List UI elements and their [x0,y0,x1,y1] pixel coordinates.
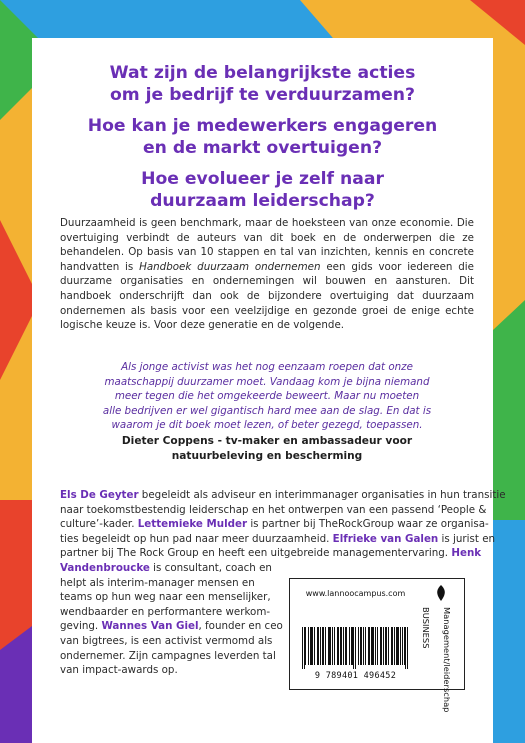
barcode-bar [398,627,399,665]
barcode-bar [385,627,386,665]
barcode-bar [302,627,303,669]
barcode-bar [304,627,305,669]
endorsement-quote [62,360,472,433]
bio-line: ondernemer. Zijn campagnes leverden tal [60,649,276,662]
quote-line: meer tegen die het omgekeerde beweert. Maar nu moeten [114,390,420,403]
quote-author-line: natuurbeleving en bescherming [171,450,363,462]
barcode-box [289,578,422,690]
author-name: Elfrieke van Galen [332,532,439,545]
publisher-website: www.lannoocampus.com [305,589,406,598]
author-name: Henk [451,547,482,560]
bio-line [60,561,474,576]
bio-text: begeleidt als adviseur en interimmanager organisaties in hun transitie [138,489,506,501]
barcode-bar [325,627,326,665]
barcode-bar [400,627,401,665]
barcode-bar [372,627,373,665]
barcode-bar [361,627,362,665]
barcode-bar [312,627,313,665]
subject-label: Management/leiderschap [442,607,452,713]
barcode-bar [360,627,361,665]
barcode-bar [375,627,376,665]
barcode-bar [349,627,350,665]
bio-line: helpt als interim-manager mensen en [60,576,255,589]
barcode-bar [338,627,339,665]
description-text-2: een gids voor iedereen die duurzame organisaties en ondernemingen wil bouwen en aansturen. Dit handboek onderschrijft dan ook de bijzondere overtuiging dat duurzaam ondernemen als basis voor een veelzijdige en gezonde groei de enige echte logische keuze is. Voor deze generatie en de volgende. [60,260,475,332]
quote-line: waarom je dit boek moet lezen, of beter gezegd, toepassen. [111,419,423,432]
barcode-bar [332,627,333,665]
quote-author [62,434,472,464]
barcode-bar [397,627,398,665]
question-2-line-2: en de markt overtuigen? [142,138,383,158]
barcode-bar [311,627,312,665]
barcode-bar [381,627,382,665]
bio-line: van bigtrees, is een activist vermomd als [60,634,273,647]
barcode-bar [368,627,369,665]
barcode-bar [394,627,395,665]
barcode-bar [329,627,330,665]
question-1 [32,62,493,106]
barcode-bar [341,627,342,665]
quote-author-line: Dieter Coppens - tv-maker en ambassadeur voor [121,435,413,447]
barcode-bar [371,627,372,665]
barcode-bar [323,627,324,665]
barcode-bar [407,627,408,669]
quote-line: alle bedrijven er wel gigantisch hard mee aan de slag. En dat is [102,404,432,417]
bio-line: wendbaarder en performantere werkom- [60,605,271,618]
barcode-bar [391,627,392,665]
bio-line [60,532,496,547]
question-3 [32,168,493,212]
isbn-number: 9 789401 496452 [314,671,397,681]
barcode-bar [373,627,374,665]
barcode-bar [310,627,311,665]
barcode-bar [346,627,347,665]
barcode-bar [305,627,306,665]
barcode-bar [353,627,354,669]
bio-text: is partner bij TheRockGroup waar ze organisa- [247,518,489,531]
barcode-bar [405,627,406,669]
barcode-bar [343,627,344,665]
bio-text: , founder en ceo [198,620,283,633]
book-description [60,216,474,333]
barcode-bar [388,627,389,665]
barcode-bar [396,627,397,665]
category-label: BUSINESS [421,607,431,649]
barcode-bar [337,627,338,665]
category-box [416,578,465,713]
question-3-line-2: duurzaam leiderschap? [150,191,375,211]
author-name: Vandenbroucke [60,561,150,574]
barcode-bar [334,627,335,665]
bio-line [60,488,506,503]
barcode-bar [386,627,387,665]
publisher-logo-icon [435,585,447,601]
barcode-bar [355,627,356,669]
question-2-line-1: Hoe kan je medewerkers engageren [87,116,438,136]
bio-line [60,546,482,561]
question-1-line-2: om je bedrijf te verduurzamen? [109,85,416,105]
barcode-bar [392,627,393,665]
barcode-bar [308,627,309,665]
barcode-bar [345,627,346,665]
content-panel [32,38,506,743]
bio-text: geving. [60,620,102,633]
barcode-bar [328,627,329,665]
barcode-bar [402,627,403,665]
barcode-bar [351,627,352,665]
quote-line: Als jonge activist was het nog eenzaam roepen dat onze [121,361,413,373]
bio-line: teams op hun weg naar een menselijker, [60,591,271,604]
barcode-bar [330,627,331,665]
bio-text: ties begeleidt op hun pad naar meer duurzaamheid. [60,532,333,545]
question-1-line-1: Wat zijn de belangrijkste acties [109,63,416,83]
barcode-bar [317,627,318,665]
bio-text: partner bij The Rock Group en heeft een uitgebreide managementervaring. [60,547,452,560]
barcode-bar [377,627,378,665]
question-2 [32,115,493,159]
bio-text: is jurist en [438,532,496,545]
barcode-bar [383,627,384,665]
bio-text: is consultant, coach en [149,561,272,574]
description-text-1: Duurzaamheid is geen benchmark, maar de hoeksteen van onze economie. Die overtuiging verbindt de auteurs van dit boek en de onderwerpen die ze behandelen. Op basis van 10 stappen en tal van inzichten, kennis en concrete handvatten is [60,217,474,273]
barcode-bar [404,627,405,665]
barcode-bar [358,627,359,665]
bio-line: naar toekomstbestendig leiderschap en het ontwerpen van een passend ‘People & [60,503,487,516]
barcode-bar [352,627,353,665]
barcode-bar [365,627,366,665]
bio-line: van impact-awards op. [60,664,178,677]
bio-line [60,517,489,532]
barcode [302,627,409,669]
barcode-bar [340,627,341,665]
barcode-bar [369,627,370,665]
barcode-bar [320,627,321,665]
quote-line: maatschappij duurzamer moet. Vandaag kom je bijna niemand [104,375,430,388]
barcode-bar [314,627,315,665]
barcode-bar [380,627,381,665]
book-title: Handboek duurzaam ondernemen [139,260,321,273]
author-name: Lettemieke Mulder [137,518,248,531]
barcode-bar [363,627,364,665]
barcode-bar [322,627,323,665]
question-3-line-1: Hoe evolueer je zelf naar [141,169,384,189]
question-headings [32,62,493,221]
barcode-bar [318,627,319,665]
author-name: Wannes Van Giel [101,620,199,633]
author-name: Els De Geyter [60,489,139,501]
bio-text: culture’-kader. [60,518,138,531]
